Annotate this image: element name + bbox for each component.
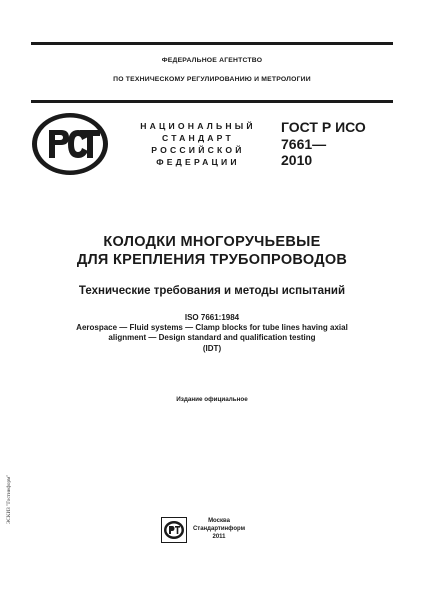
iso-title-line1: Aerospace — Fluid systems — Clamp blocks for tube lines having axial <box>76 323 348 332</box>
document-subtitle: Технические требования и методы испытаний <box>78 285 346 297</box>
standard-designation-line1: ГОСТ Р ИСО <box>281 119 366 135</box>
header-rule <box>31 100 393 103</box>
document-title-line2: ДЛЯ КРЕПЛЕНИЯ ТРУБОПРОВОДОВ <box>76 252 348 268</box>
standard-designation-line3: 2010 <box>281 152 313 168</box>
national-standard-line3: РОССИЙСКОЙ <box>151 145 245 155</box>
iso-equivalence: (IDT) <box>202 344 222 353</box>
agency-name-line1: ФЕДЕРАЛЬНОЕ АГЕНТСТВО <box>161 57 263 64</box>
iso-number: ISO 7661:1984 <box>184 313 240 322</box>
publisher-logo-icon <box>161 517 187 543</box>
rst-logo-icon <box>30 110 110 178</box>
national-standard-line2: СТАНДАРТ <box>162 133 234 143</box>
document-title-line1: КОЛОДКИ МНОГОРУЧЬЕВЫЕ <box>103 234 321 250</box>
iso-title-line2: alignment — Design standard and qualification testing <box>108 333 316 342</box>
side-stamp-text: ЭСКИЗ "Гостинформ" <box>6 474 12 524</box>
top-rule <box>31 42 393 45</box>
national-standard-line1: НАЦИОНАЛЬНЫЙ <box>140 121 256 131</box>
publisher-city: Москва <box>208 518 230 524</box>
publisher-name: Стандартинформ <box>192 526 246 532</box>
publication-year: 2011 <box>212 534 226 540</box>
standard-designation-line2: 7661— <box>281 136 327 152</box>
agency-name-line2: ПО ТЕХНИЧЕСКОМУ РЕГУЛИРОВАНИЮ И МЕТРОЛОГИИ <box>113 76 311 83</box>
national-standard-line4: ФЕДЕРАЦИИ <box>156 157 240 167</box>
edition-label: Издание официальное <box>176 396 248 403</box>
